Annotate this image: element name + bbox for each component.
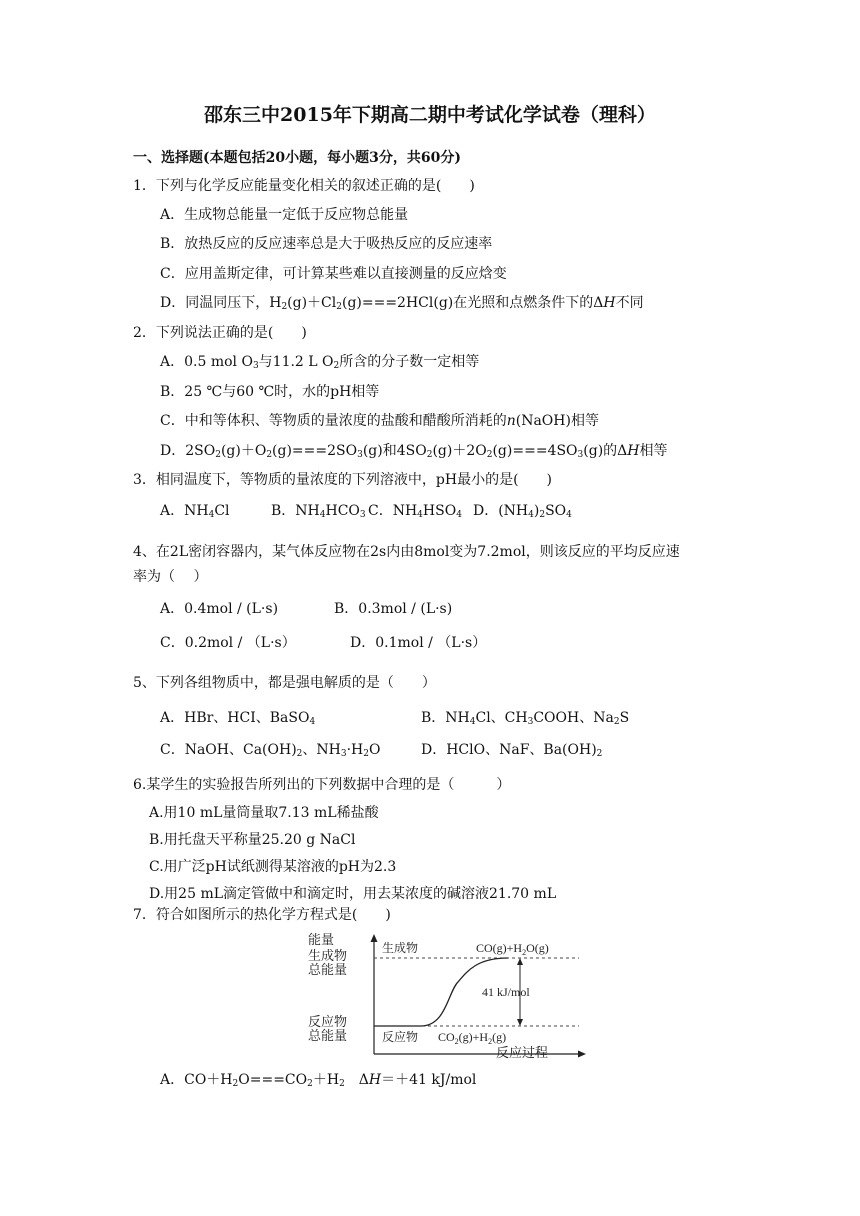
q5-option-a: A．HBr、HCI、BaSO$_4$ <box>160 710 316 727</box>
product-formula: $CO(g)+H_2O(g)$ <box>476 941 549 957</box>
delta-h-arrow-up <box>517 958 523 965</box>
x-axis-arrow <box>578 1051 586 1058</box>
q4-stem-line2: 率为（ ） <box>133 569 208 585</box>
reactant-tag: 反应物 <box>382 1030 419 1044</box>
q4-option-c: C．0.2mol / （L·s） <box>160 635 296 651</box>
reactant-formula: $CO_2(g)+H_2(g)$ <box>438 1030 507 1046</box>
q1-option-a: A．生成物总能量一定低于反应物总能量 <box>160 207 409 223</box>
q6-stem: 6.某学生的实验报告所列出的下列数据中合理的是（ ） <box>133 777 511 793</box>
q1-option-b: B．放热反应的反应速率总是大于吸热反应的反应速率 <box>160 236 493 252</box>
page-title: 邵东三中2015年下期高二期中考试化学试卷（理科） <box>204 104 656 126</box>
q4-option-d: D．0.1mol / （L·s） <box>350 635 487 651</box>
q4-option-a: A．0.4mol / (L·s) <box>160 601 279 617</box>
q7-option-a: A．$CO+H_2O===CO_2+H_2$ ΔH＝＋41 kJ/mol <box>160 1072 477 1089</box>
y-axis-arrow <box>371 934 378 942</box>
q3-stem: 3．相同温度下，等物质的量浓度的下列溶液中，pH最小的是( ) <box>133 472 553 488</box>
q6-option-a: A.用10 mL量筒量取7.13 mL稀盐酸 <box>149 805 379 821</box>
q6-option-b: B.用托盘天平称量25.20 g NaCl <box>149 832 356 848</box>
q1-option-d: D．同温同压下，$H_2(g)+Cl_2(g)===2HCl(g)$在光照和点燃条件下的ΔH不同 <box>160 295 644 312</box>
q4-stem-line1: 4、在2L密闭容器内，某气体反应物在2s内由8mol变为7.2mol，则该反应的平均反应速 <box>133 544 680 560</box>
reactant-energy-label-line2: 总能量 <box>308 1029 348 1044</box>
q1-option-c: C．应用盖斯定律，可计算某些难以直接测量的反应焓变 <box>160 266 507 282</box>
q5-option-c: C．NaOH、$Ca(OH)_2$、$NH_3\cdot H_2O$ <box>160 742 381 759</box>
reactant-energy-label-line1: 反应物 <box>308 1015 348 1030</box>
q2-option-c: C．中和等体积、等物质的量浓度的盐酸和醋酸所消耗的n(NaOH)相等 <box>160 413 599 429</box>
q2-option-a: A．0.5 mol $O_3$与11.2 L $O_2$所含的分子数一定相等 <box>160 354 480 371</box>
delta-h-arrow-down <box>517 1019 523 1026</box>
q1-stem: 1．下列与化学反应能量变化相关的叙述正确的是( ) <box>133 178 475 194</box>
section-heading: 一、选择题(本题包括20小题，每小题3分，共60分) <box>133 150 461 166</box>
q3-option-c: C．$NH_4HSO_4$ <box>368 503 462 520</box>
q3-option-a: A．$NH_4Cl$ <box>160 503 230 520</box>
q7-stem: 7．符合如图所示的热化学方程式是( ) <box>133 907 391 923</box>
q4-option-b: B．0.3mol / (L·s) <box>334 601 453 617</box>
q2-option-d: D．$2SO_2(g)+O_2(g)===2SO_3(g)$和$4SO_2(g)+2O_2(g)===4SO_3(g)$的ΔH相等 <box>160 443 668 460</box>
product-energy-label-line2: 总能量 <box>308 963 348 978</box>
product-energy-label-line1: 生成物 <box>308 949 348 964</box>
q6-option-c: C.用广泛pH试纸测得某溶液的pH为2.3 <box>149 859 397 875</box>
q2-stem: 2．下列说法正确的是( ) <box>133 325 307 341</box>
q3-option-d: D．$(NH_4)_2SO_4$ <box>473 503 572 520</box>
q3-option-b: B．$NH_4HCO_3$ <box>271 503 366 520</box>
y-axis-label: 能量 <box>308 933 335 948</box>
q5-option-d: D．HClO、NaF、$Ba(OH)_2$ <box>421 742 603 759</box>
x-axis-label: 反应过程 <box>496 1046 549 1061</box>
energy-diagram <box>296 930 596 1064</box>
q2-option-b: B．25 ℃与60 ℃时，水的pH相等 <box>160 384 380 400</box>
q5-option-b: B．$NH_4Cl$、$CH_3COOH$、$Na_2S$ <box>421 710 630 727</box>
delta-h-value: 41 kJ/mol <box>482 985 530 999</box>
q6-option-d: D.用25 mL滴定管做中和滴定时，用去某浓度的碱溶液21.70 mL <box>149 886 557 902</box>
product-tag: 生成物 <box>382 941 419 955</box>
q5-stem: 5、下列各组物质中，都是强电解质的是（ ） <box>133 675 436 691</box>
